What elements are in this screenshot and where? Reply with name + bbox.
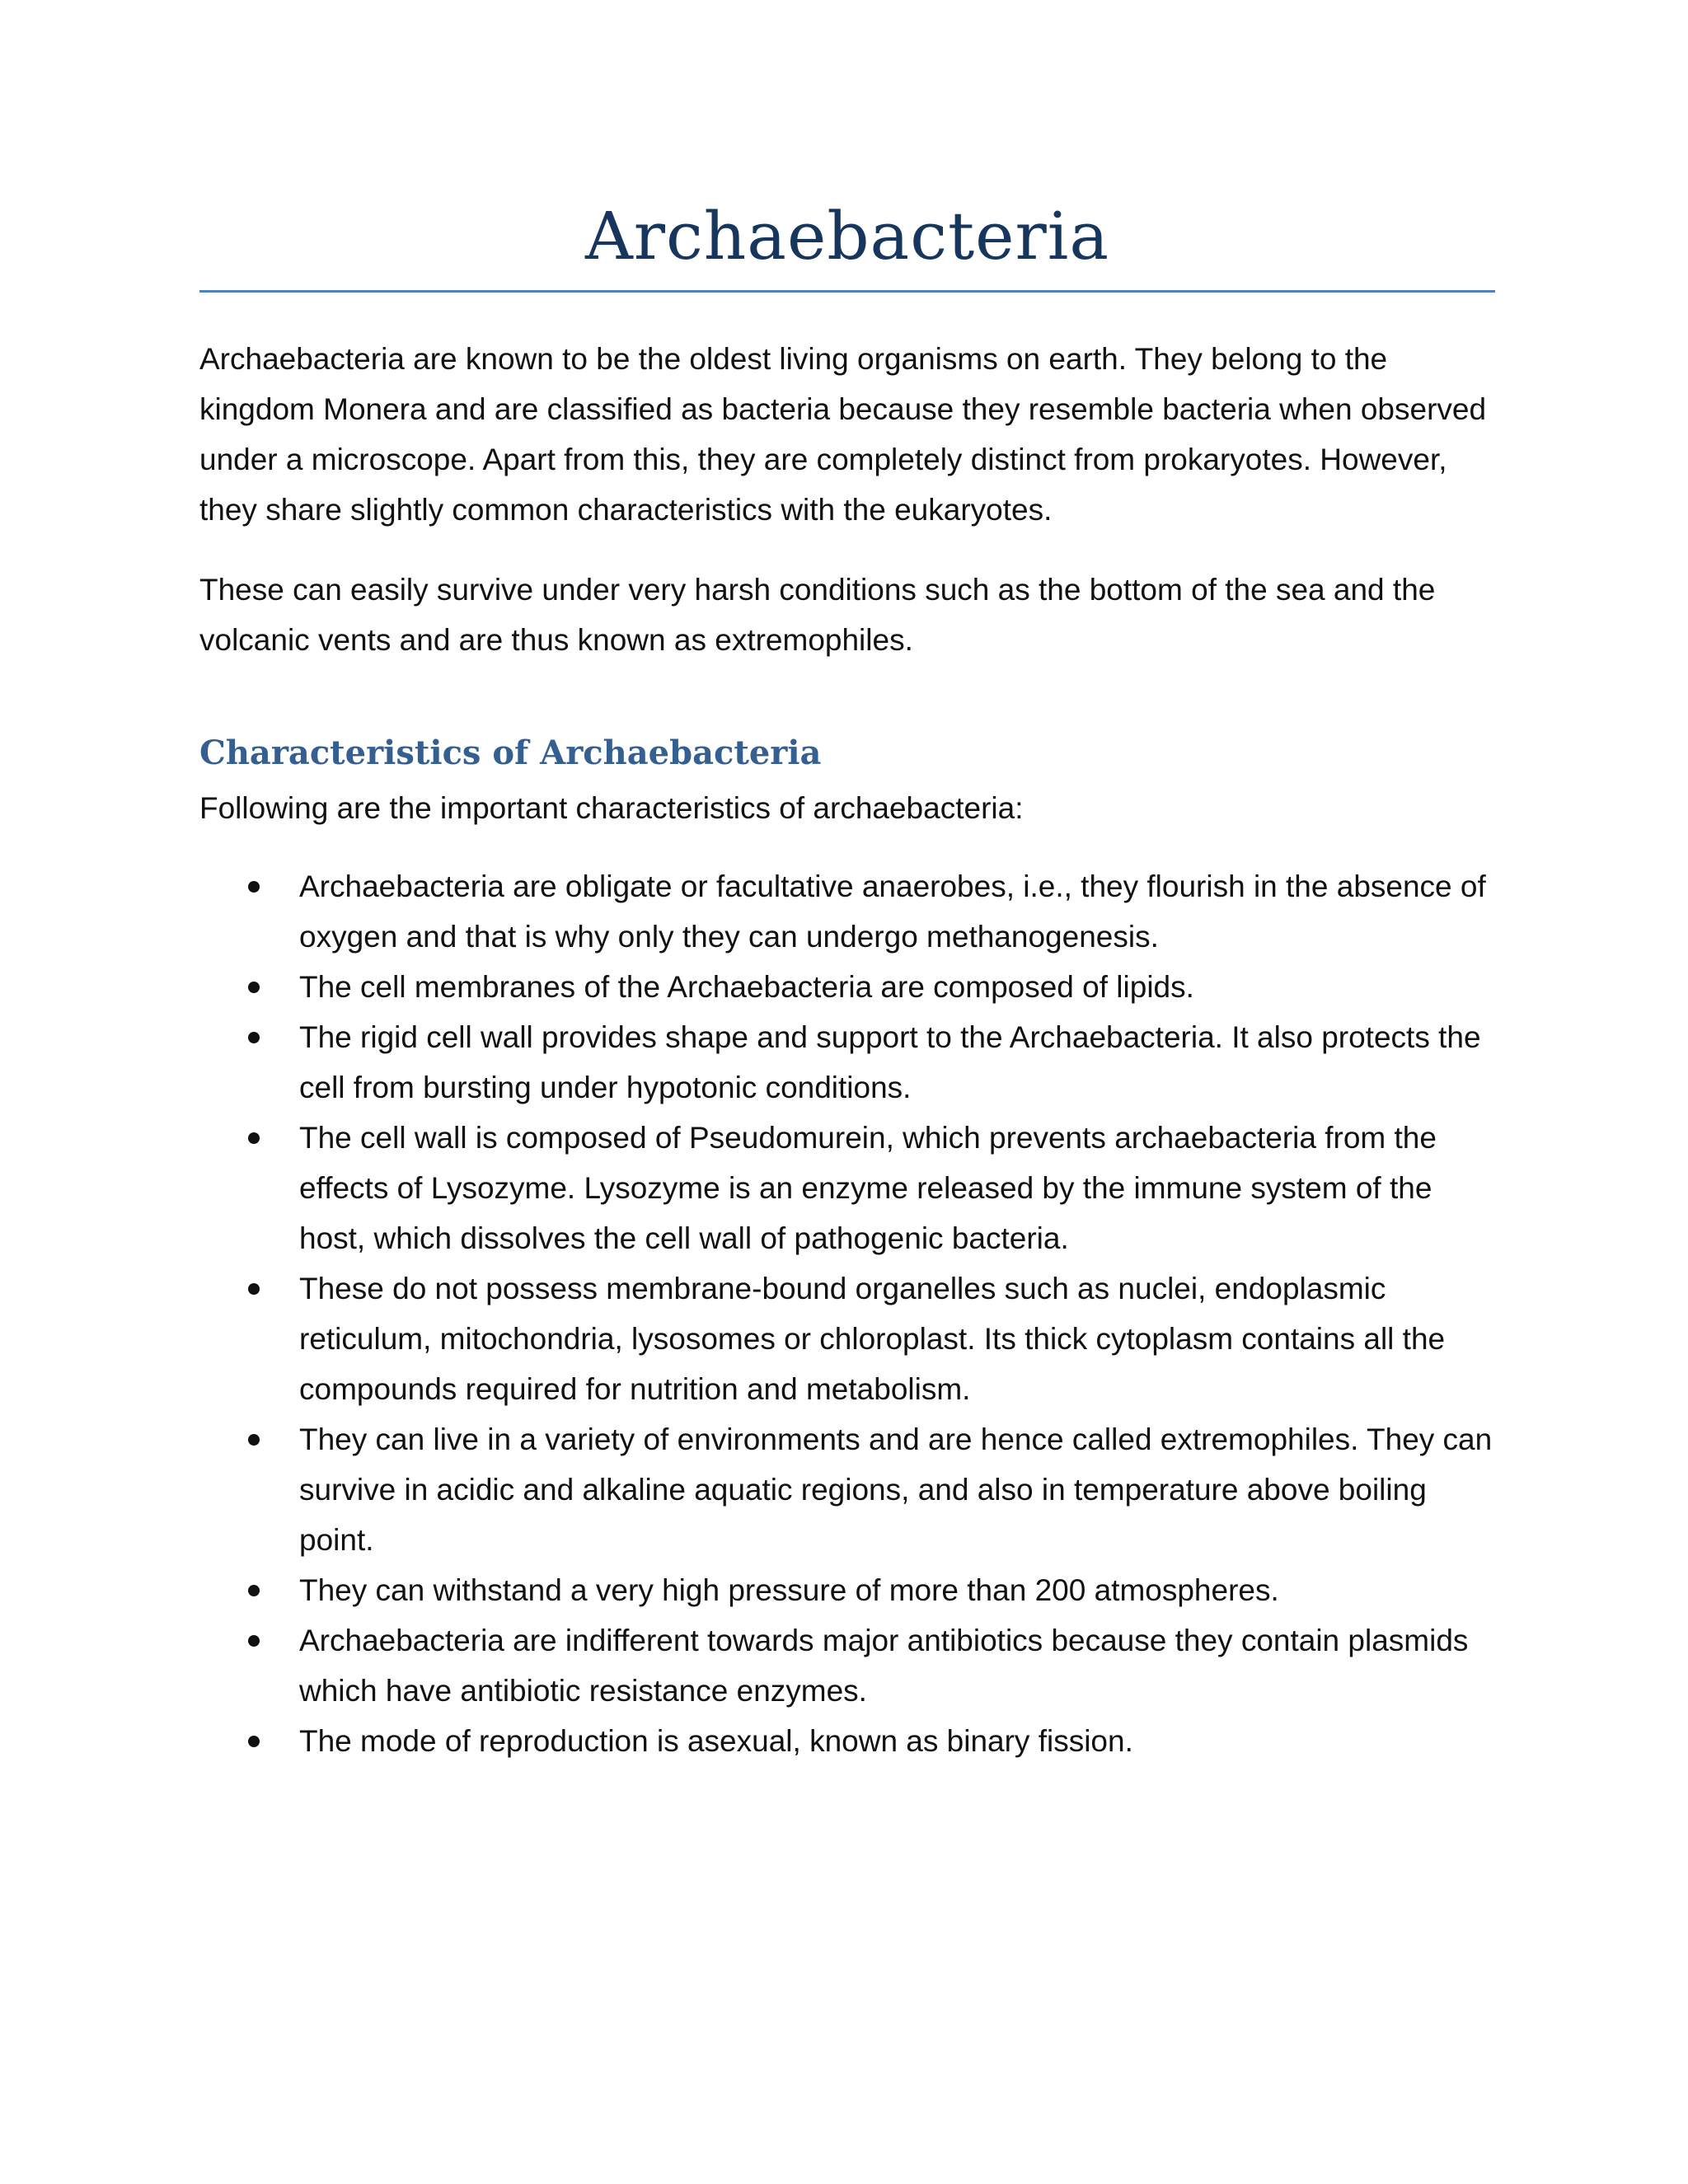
bullet-icon xyxy=(248,1736,260,1747)
list-item-text: Archaebacteria are obligate or facultative anaerobes, i.e., they flourish in the absence of oxygen and that is why only they can undergo methanogenesis. xyxy=(299,869,1486,954)
bullet-icon xyxy=(248,1283,260,1295)
list-item xyxy=(199,962,1495,1012)
title-underline xyxy=(199,290,1495,293)
bullet-icon xyxy=(248,1434,260,1446)
bullet-icon xyxy=(248,1032,260,1043)
document-title: Archaebacteria xyxy=(584,198,1110,274)
bullet-icon xyxy=(248,881,260,893)
list-item-text: The mode of reproduction is asexual, known as binary fission. xyxy=(299,1724,1133,1758)
list-item-text: They can live in a variety of environments and are hence called extremophiles. They can survive in acidic and alkaline aquatic regions, and also in temperature above boiling point. xyxy=(299,1422,1493,1557)
intro-paragraph-2: These can easily survive under very harsh conditions such as the bottom of the sea and the volcanic vents and are thus known as extremophiles. xyxy=(199,573,1436,657)
section-heading: Characteristics of Archaebacteria xyxy=(199,733,822,772)
bullet-icon xyxy=(248,1635,260,1647)
list-item xyxy=(199,1263,1495,1414)
list-item xyxy=(199,1012,1495,1113)
list-item-text: They can withstand a very high pressure of more than 200 atmospheres. xyxy=(299,1573,1279,1607)
list-item xyxy=(199,1414,1495,1565)
list-item-text: The cell wall is composed of Pseudomurein, which prevents archaebacteria from the effects of Lysozyme. Lysozyme is an enzyme released by the immune system of the host, which dissolves the cell wall of pathogenic bacteria. xyxy=(299,1121,1437,1255)
list-item xyxy=(199,1716,1495,1766)
list-item-text: The rigid cell wall provides shape and support to the Archaebacteria. It also protects the cell from bursting under hypotonic conditions. xyxy=(299,1020,1481,1104)
list-item xyxy=(199,1113,1495,1263)
bullet-icon xyxy=(248,1585,260,1596)
list-item-text: The cell membranes of the Archaebacteria are composed of lipids. xyxy=(299,970,1194,1004)
intro-paragraph-1: Archaebacteria are known to be the oldest living organisms on earth. They belong to the kingdom Monera and are classified as bacteria because they resemble bacteria when observed under a microscope. Apart from this, they are completely distinct from prokaryotes. However, they share slightly common characteristics with the eukaryotes. xyxy=(199,342,1487,527)
section-intro: Following are the important characteristics of archaebacteria: xyxy=(199,791,1024,825)
bullet-icon xyxy=(248,982,260,993)
list-item-text: These do not possess membrane-bound organelles such as nuclei, endoplasmic reticulum, mitochondria, lysosomes or chloroplast. Its thick cytoplasm contains all the compounds required for nutrition and metabolism. xyxy=(299,1272,1446,1406)
list-item xyxy=(199,1565,1495,1615)
bullet-icon xyxy=(248,1132,260,1144)
list-item xyxy=(199,1615,1495,1716)
list-item-text: Archaebacteria are indifferent towards major antibiotics because they contain plasmids which have antibiotic resistance enzymes. xyxy=(299,1624,1469,1708)
characteristics-list xyxy=(199,861,1495,1766)
list-item xyxy=(199,861,1495,962)
